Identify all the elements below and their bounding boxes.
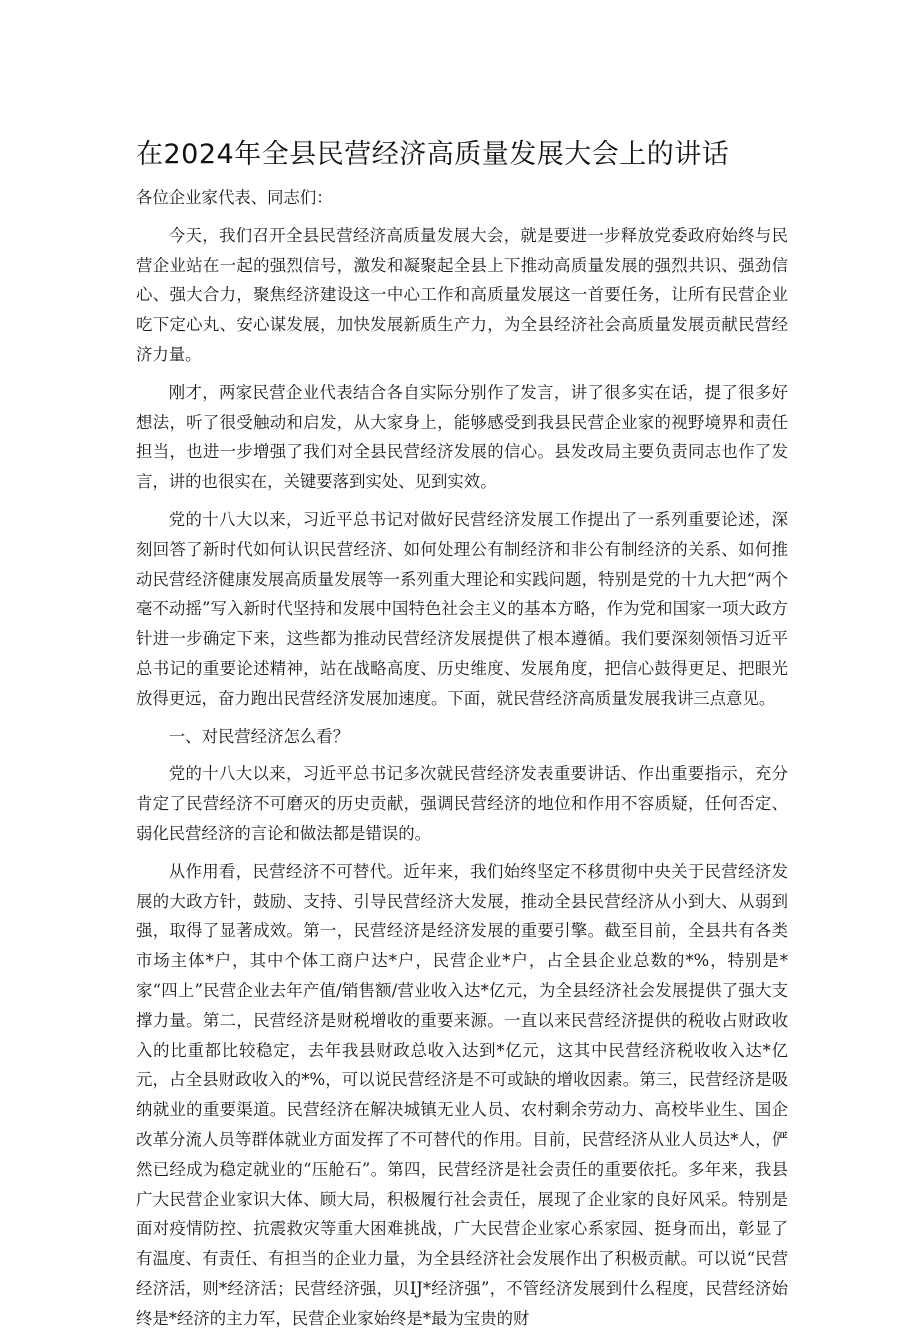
section-heading: 一、对民营经济怎么看？ (168, 726, 350, 746)
paragraph-opening: 今天，我们召开全县民营经济高质量发展大会，就是要进一步释放党委政府始终与民营企业站在一起的强烈信号，激发和凝聚起全县上下推动高质量发展的强烈共识、强劲信心、强大合力，聚焦经济建设这一中心工作和高质量发展这一首要任务，让所有民营企业吃下定心丸、安心谋发展，加快发展新质生产力，为全县经济社会高质量发展贡献民营经济力量。 (136, 225, 788, 364)
salutation: 各位企业家代表、同志们： (136, 188, 333, 207)
paragraph-background: 党的十八大以来，习近平总书记对做好民营经济发展工作提出了一系列重要论述，深刻回答了新时代如何认识民营经济、如何处理公有制经济和非公有制经济的关系、如何推动民营经济健康发展高质量发展等一系列重大理论和实践问题，特别是党的十九大把“两个毫不动摇”写入新时代坚持和发展中国特色社会主义的基本方略，作为党和国家一项大政方针进一步确定下来，这些都为推动民营经济发展提供了根本遵循。我们要深刻领悟习近平总书记的重要论述精神，站在战略高度、历史维度、发展角度，把信心鼓得更足、把眼光放得更远，奋力跑出民营经济发展加速度。下面，就民营经济高质量发展我讲三点意见。 (136, 509, 788, 708)
document-body (136, 183, 788, 1341)
paragraph-speeches: 刚才，两家民营企业代表结合各自实际分别作了发言，讲了很多实在话，提了很多好想法，听了很受触动和启发，从大家身上，能够感受到我县民营企业家的视野境界和责任担当，也进一步增强了我们对全县民营经济发展的信心。县发改局主要负责同志也作了发言，讲的也很实在，关键要落到实处、见到实效。 (136, 382, 788, 492)
paragraph-section-intro: 党的十八大以来，习近平总书记多次就民营经济发表重要讲话、作出重要指示，充分肯定了民营经济不可磨灭的历史贡献，强调民营经济的地位和作用不容质疑，任何否定、弱化民营经济的言论和做法都是错误的。 (136, 764, 788, 843)
document-title: 在2024年全县民营经济高质量发展大会上的讲话 (136, 139, 730, 170)
paragraph-role: 从作用看，民营经济不可替代。近年来，我们始终坚定不移贯彻中央关于民营经济发展的大政方针，鼓励、支持、引导民营经济大发展，推动全县民营经济从小到大、从弱到强，取得了显著成效。第一，民营经济是经济发展的重要引擎。截至目前，全县共有各类市场主体*户，其中个体工商户达*户，民营企业*户，占全县企业总数的*%，特别是*家“四上”民营企业去年产值/销售额/营业收入达*亿元，为全县经济社会发展提供了强大支撑力量。第二，民营经济是财税增收的重要来源。一直以来民营经济提供的税收占财政收入的比重都比较稳定，去年我县财政总收入达到*亿元，这其中民营经济税收收入达*亿元，占全县财政收入的*%，可以说民营经济是不可或缺的增收因素。第三，民营经济是吸纳就业的重要渠道。民营经济在解决城镇无业人员、农村剩余劳动力、高校毕业生、国企改革分流人员等群体就业方面发挥了不可替代的作用。目前，民营经济从业人员达*人，俨然已经成为稳定就业的“压舱石”。第四，民营经济是社会责任的重要依托。多年来，我县广大民营企业家识大体、顾大局，积极履行社会责任，展现了企业家的良好风采。特别是面对疫情防控、抗震救灾等重大困难挑战，广大民营企业家心系家园、挺身而出，彰显了有温度、有责任、有担当的企业力量，为全县经济社会发展作出了积极贡献。可以说“民营经济活，则*经济活；民营经济强，贝IJ*经济强”，不管经济发展到什么程度，民营经济始终是*经济的主力军，民营企业家始终是*最为宝贵的财 (136, 861, 788, 1328)
